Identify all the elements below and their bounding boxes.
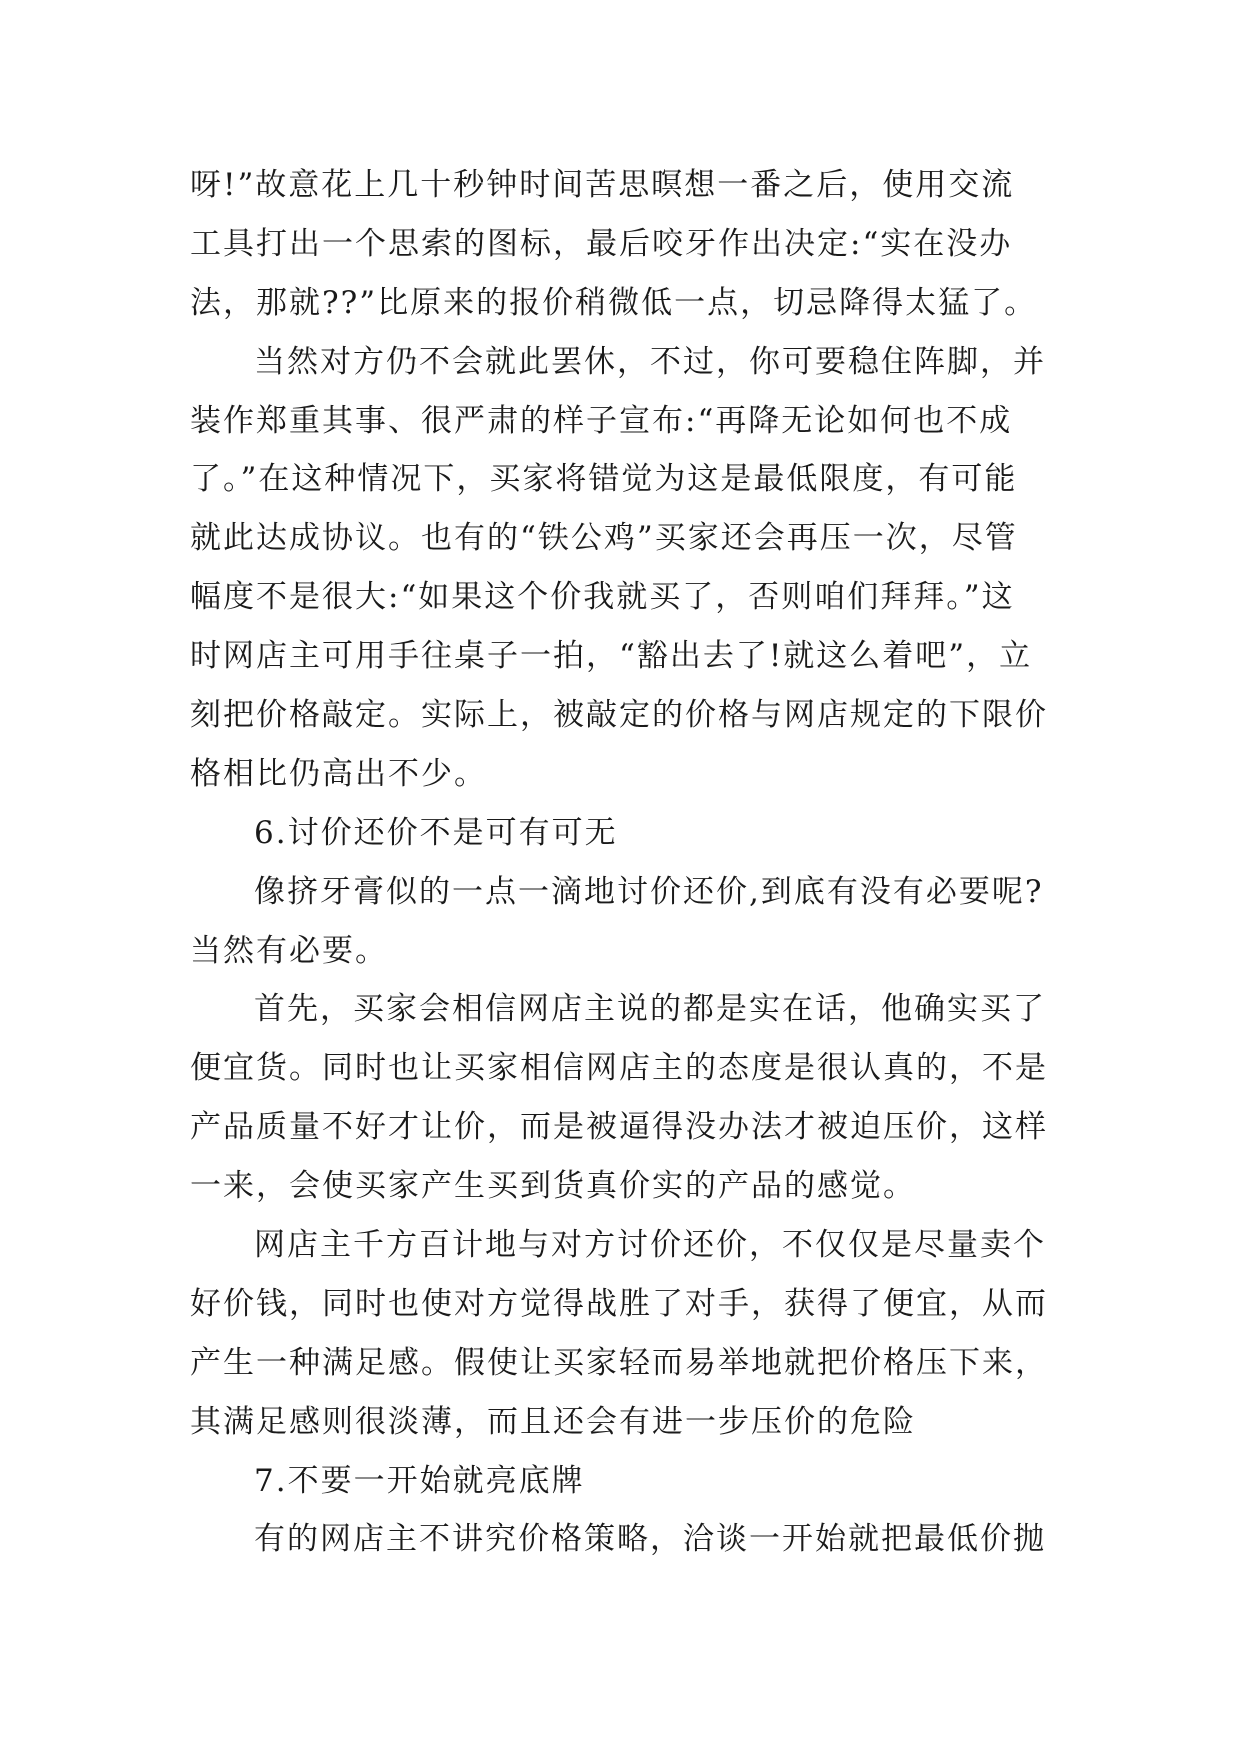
text-line: 法，那就??”比原来的报价稍微低一点，切忌降得太猛了。 [190, 284, 1038, 321]
section-heading: 7.不要一开始就亮底牌 [254, 1462, 585, 1499]
text-line: 工具打出一个思索的图标，最后咬牙作出决定:“实在没办 [190, 225, 1013, 262]
paragraph-start-line: 有的网店主不讲究价格策略，洽谈一开始就把最低价抛 [254, 1521, 1046, 1558]
text-line: 便宜货。同时也让买家相信网店主的态度是很认真的，不是 [190, 1050, 1048, 1087]
text-line: 一来，会使买家产生买到货真价实的产品的感觉。 [190, 1168, 916, 1205]
paragraph-start-line: 像挤牙膏似的一点一滴地讨价还价,到底有没有必要呢? [254, 873, 1044, 910]
paragraph-start-line: 首先，买家会相信网店主说的都是实在话，他确实买了 [254, 991, 1046, 1028]
text-line: 好价钱，同时也使对方觉得战胜了对手，获得了便宜，从而 [190, 1285, 1048, 1322]
text-line: 了。”在这种情况下，买家将错觉为这是最低限度，有可能 [190, 461, 1018, 498]
paragraph-start-line: 网店主千方百计地与对方讨价还价，不仅仅是尽量卖个 [254, 1227, 1046, 1264]
text-line: 呀!”故意花上几十秒钟时间苦思暝想一番之后，使用交流 [190, 167, 1015, 203]
text-line: 产品质量不好才让价，而是被逼得没办法才被迫压价，这样 [190, 1109, 1048, 1146]
paragraph-start-line: 当然对方仍不会就此罢休，不过，你可要稳住阵脚，并 [254, 343, 1046, 380]
text-line: 装作郑重其事、很严肃的样子宣布:“再降无论如何也不成 [190, 402, 1013, 439]
text-line: 产生一种满足感。假使让买家轻而易举地就把价格压下来， [190, 1344, 1048, 1381]
text-line: 其满足感则很淡薄，而且还会有进一步压价的危险 [190, 1403, 916, 1440]
text-line: 幅度不是很大:“如果这个价我就买了，否则咱们拜拜。”这 [190, 579, 1015, 616]
text-line: 格相比仍高出不少。 [190, 755, 487, 792]
section-heading: 6.讨价还价不是可有可无 [254, 814, 618, 851]
text-line: 刻把价格敲定。实际上，被敲定的价格与网店规定的下限价 [190, 697, 1048, 734]
text-line: 当然有必要。 [190, 932, 388, 969]
text-line: 时网店主可用手往桌子一拍，“豁出去了!就这么着吧”，立 [190, 638, 1033, 675]
text-line: 就此达成协议。也有的“铁公鸡”买家还会再压一次，尽管 [190, 520, 1018, 557]
document-body [190, 156, 1070, 1569]
